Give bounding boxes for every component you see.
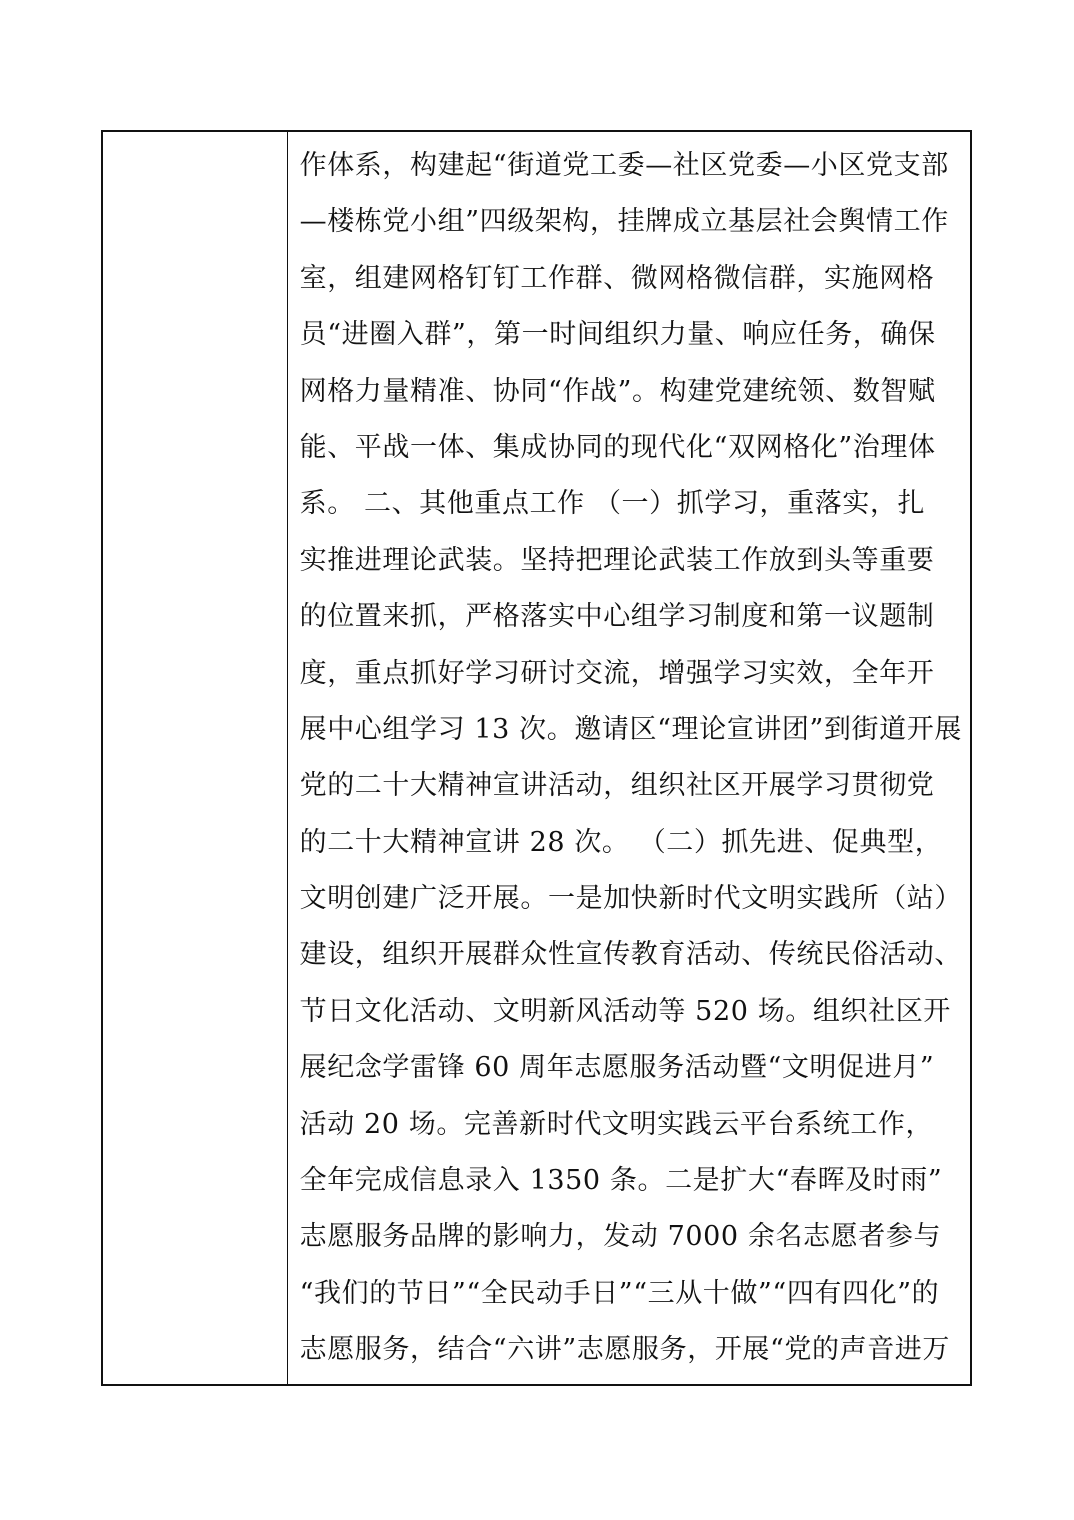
text-line: 室，组建网格钉钉工作群、微网格微信群，实施网格 [299, 262, 935, 294]
text-line: 节日文化活动、文明新风活动等 520 场。组织社区开 [299, 995, 951, 1027]
text-line: 员“进圈入群”，第一时间组织力量、响应任务，确保 [299, 319, 936, 351]
text-line: 实推进理论武装。坚持把理论武装工作放到头等重要 [299, 544, 935, 576]
text-line: 志愿服务品牌的影响力，发动 7000 余名志愿者参与 [299, 1221, 942, 1253]
text-line: 能、平战一体、集成协同的现代化“双网格化”治理体 [299, 431, 936, 463]
text-line: 展纪念学雷锋 60 周年志愿服务活动暨“文明促进月” [299, 1052, 935, 1084]
text-line: 活动 20 场。完善新时代文明实践云平台系统工作， [299, 1108, 934, 1140]
text-line: —楼栋党小组”四级架构，挂牌成立基层社会舆情工作 [299, 206, 949, 238]
text-line: 文明创建广泛开展。一是加快新时代文明实践所（站） [299, 883, 962, 915]
table-content-cell [288, 132, 970, 1384]
text-line: 度，重点抓好学习研讨交流，增强学习实效，全年开 [299, 657, 935, 689]
text-line: 的位置来抓，严格落实中心组学习制度和第一议题制 [299, 601, 935, 633]
text-line: “我们的节日”“全民动手日”“三从十做”“四有四化”的 [299, 1277, 940, 1309]
text-line: 党的二十大精神宣讲活动，组织社区开展学习贯彻党 [299, 770, 935, 802]
text-line: 系。 二、其他重点工作 （一）抓学习，重落实，扎 [299, 488, 926, 520]
text-line: 作体系，构建起“街道党工委—社区党委—小区党支部 [299, 150, 949, 181]
text-line: 全年完成信息录入 1350 条。二是扩大“春晖及时雨” [299, 1165, 943, 1197]
text-line: 的二十大精神宣讲 28 次。 （二）抓先进、促典型， [299, 826, 943, 858]
document-table [101, 130, 972, 1386]
table-label-cell [103, 132, 288, 1384]
text-line: 网格力量精准、协同“作战”。构建党建统领、数智赋 [299, 375, 936, 407]
text-line: 建设，组织开展群众性宣传教育活动、传统民俗活动、 [299, 939, 962, 971]
text-line: 展中心组学习 13 次。邀请区“理论宣讲团”到街道开展 [299, 713, 962, 745]
text-line: 志愿服务，结合“六讲”志愿服务，开展“党的声音进万 [299, 1334, 951, 1366]
